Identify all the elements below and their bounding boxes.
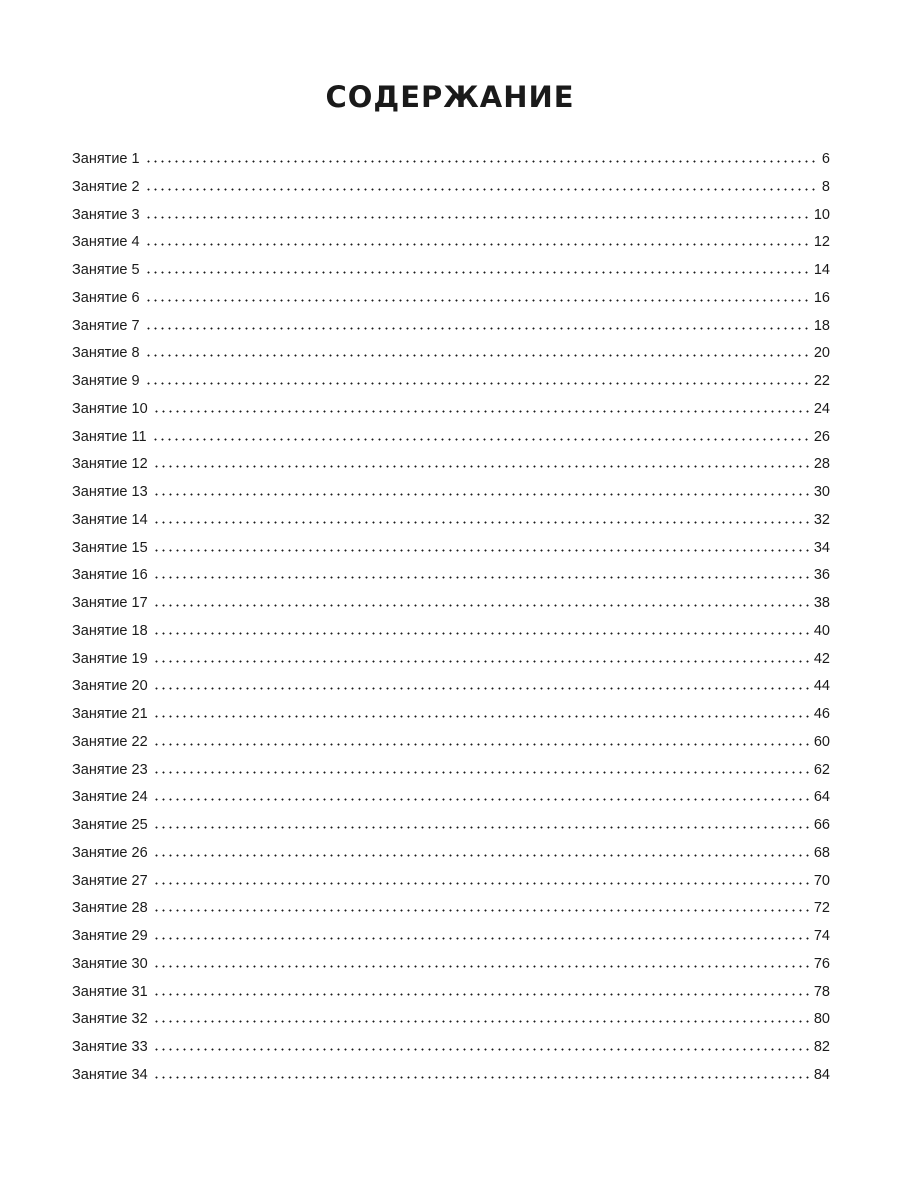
toc-entry-label: Занятие 33 — [72, 1039, 148, 1055]
dot-leader — [153, 993, 811, 996]
dot-leader — [153, 604, 811, 607]
toc-entry-label: Занятие 29 — [72, 928, 148, 944]
toc-entry-label: Занятие 6 — [72, 289, 140, 306]
toc-entry-label: Занятие 32 — [72, 1011, 148, 1028]
toc-entry[interactable] — [72, 146, 830, 174]
dot-leader — [153, 965, 811, 968]
dot-leader — [153, 743, 811, 746]
toc-entry[interactable] — [72, 1062, 830, 1090]
toc-entry[interactable] — [72, 285, 830, 313]
toc-entry-page-number: 76 — [813, 955, 830, 972]
toc-entry-page-number: 34 — [813, 539, 830, 556]
toc-entry-page-number: 18 — [813, 317, 830, 334]
dot-leader — [153, 854, 811, 857]
toc-entry-page-number: 6 — [821, 151, 830, 167]
dot-leader — [153, 576, 811, 579]
dot-leader — [153, 771, 811, 774]
toc-entry-page-number: 46 — [813, 706, 830, 722]
dot-leader — [153, 715, 811, 718]
toc-entry-label: Занятие 31 — [72, 983, 148, 1000]
dot-leader — [153, 1020, 811, 1023]
toc-entry[interactable] — [72, 979, 830, 1007]
toc-entry-page-number: 32 — [813, 511, 830, 528]
toc-entry-label: Занятие 17 — [72, 595, 148, 611]
dot-leader — [153, 826, 811, 829]
dot-leader — [145, 188, 819, 191]
toc-entry-label: Занятие 34 — [72, 1066, 148, 1083]
dot-leader — [152, 438, 811, 441]
toc-entry-label: Занятие 8 — [72, 345, 140, 362]
toc-entry-page-number: 64 — [813, 789, 830, 806]
toc-entry-page-number: 66 — [813, 817, 830, 833]
page-title: СОДЕРЖАНИЕ — [325, 80, 575, 115]
toc-entry-label: Занятие 15 — [72, 539, 148, 556]
toc-entry-page-number: 62 — [813, 761, 830, 778]
toc-entry-page-number: 84 — [813, 1066, 830, 1083]
toc-entry-label: Занятие 3 — [72, 206, 140, 223]
toc-entry[interactable] — [72, 784, 830, 812]
toc-entry-page-number: 82 — [813, 1039, 830, 1055]
toc-entry-label: Занятие 25 — [72, 817, 148, 833]
toc-entry-page-number: 42 — [813, 650, 830, 667]
toc-entry-page-number: 68 — [813, 844, 830, 861]
toc-entry-page-number: 22 — [813, 373, 830, 389]
toc-entry-label: Занятие 19 — [72, 650, 148, 667]
toc-entry[interactable] — [72, 451, 830, 479]
toc-entry-page-number: 24 — [813, 400, 830, 417]
toc-entry-label: Занятие 18 — [72, 622, 148, 639]
dot-leader — [153, 549, 811, 552]
dot-leader — [153, 1076, 811, 1079]
toc-entry-label: Занятие 21 — [72, 706, 148, 722]
dot-leader — [153, 493, 811, 496]
toc-entry[interactable] — [72, 562, 830, 590]
toc-entry-page-number: 8 — [821, 178, 830, 195]
toc-entry[interactable] — [72, 701, 830, 729]
dot-leader — [153, 521, 811, 524]
dot-leader — [153, 798, 811, 801]
toc-entry-page-number: 70 — [813, 872, 830, 889]
toc-entry[interactable] — [72, 590, 830, 618]
dot-leader — [153, 410, 811, 413]
toc-entry-label: Занятие 28 — [72, 900, 148, 917]
toc-entry[interactable] — [72, 840, 830, 868]
toc-entry-page-number: 72 — [813, 900, 830, 917]
toc-entry[interactable] — [72, 313, 830, 341]
dot-leader — [145, 243, 811, 246]
toc-entry[interactable] — [72, 618, 830, 646]
toc-entry-page-number: 14 — [813, 262, 830, 278]
toc-entry[interactable] — [72, 229, 830, 257]
toc-entry[interactable] — [72, 812, 830, 840]
toc-entry-label: Занятие 14 — [72, 511, 148, 528]
toc-entry-page-number: 38 — [813, 595, 830, 611]
toc-entry-page-number: 44 — [813, 678, 830, 695]
toc-entry[interactable] — [72, 202, 830, 230]
toc-entry-label: Занятие 22 — [72, 733, 148, 750]
dot-leader — [145, 299, 811, 302]
toc-entry[interactable] — [72, 257, 830, 285]
toc-entry-label: Занятие 20 — [72, 678, 148, 695]
toc-entry-label: Занятие 7 — [72, 317, 140, 334]
toc-entry-label: Занятие 13 — [72, 484, 148, 500]
dot-leader — [153, 687, 811, 690]
toc-entry[interactable] — [72, 673, 830, 701]
toc-entry[interactable] — [72, 396, 830, 424]
dot-leader — [153, 937, 811, 940]
toc-entry[interactable] — [72, 1006, 830, 1034]
toc-entry-page-number: 40 — [813, 622, 830, 639]
toc-entry-label: Занятие 12 — [72, 456, 148, 473]
dot-leader — [153, 660, 811, 663]
toc-entry-page-number: 60 — [813, 733, 830, 750]
dot-leader — [153, 909, 811, 912]
dot-leader — [145, 160, 819, 163]
toc-entry[interactable] — [72, 174, 830, 202]
toc-entry[interactable] — [72, 424, 830, 452]
toc-entry-label: Занятие 27 — [72, 872, 148, 889]
toc-entry[interactable] — [72, 729, 830, 757]
toc-entry-page-number: 36 — [813, 567, 830, 584]
toc-entry[interactable] — [72, 868, 830, 896]
toc-entry[interactable] — [72, 340, 830, 368]
toc-entry-page-number: 26 — [813, 428, 830, 445]
toc-entry[interactable] — [72, 507, 830, 535]
toc-entry-page-number: 74 — [813, 928, 830, 944]
toc-entry-label: Занятие 11 — [72, 428, 147, 445]
toc-entry-label: Занятие 10 — [72, 400, 148, 417]
toc-entry-page-number: 12 — [813, 234, 830, 251]
toc-entry[interactable] — [72, 951, 830, 979]
toc-entry-label: Занятие 30 — [72, 955, 148, 972]
dot-leader — [153, 632, 811, 635]
toc-entry-label: Занятие 23 — [72, 761, 148, 778]
toc-entry-label: Занятие 1 — [72, 151, 140, 167]
dot-leader — [145, 354, 811, 357]
toc-entry-page-number: 10 — [813, 206, 830, 223]
toc-entry[interactable] — [72, 895, 830, 923]
dot-leader — [145, 216, 811, 219]
toc-entry[interactable] — [72, 757, 830, 785]
dot-leader — [145, 382, 811, 385]
dot-leader — [153, 465, 811, 468]
toc-entry-page-number: 30 — [813, 484, 830, 500]
toc-entry-label: Занятие 16 — [72, 567, 148, 584]
toc-entry-page-number: 80 — [813, 1011, 830, 1028]
toc-entry[interactable] — [72, 646, 830, 674]
toc-entry-label: Занятие 24 — [72, 789, 148, 806]
dot-leader — [145, 327, 811, 330]
toc-entry-page-number: 78 — [813, 983, 830, 1000]
toc-entry-page-number: 20 — [813, 345, 830, 362]
toc-entry-label: Занятие 9 — [72, 373, 140, 389]
toc-entry[interactable] — [72, 479, 830, 507]
toc-entry-page-number: 16 — [813, 289, 830, 306]
dot-leader — [145, 271, 811, 274]
table-of-contents — [72, 146, 830, 1090]
toc-entry-label: Занятие 2 — [72, 178, 140, 195]
dot-leader — [153, 1048, 811, 1051]
toc-entry-label: Занятие 4 — [72, 234, 140, 251]
toc-entry-label: Занятие 5 — [72, 262, 140, 278]
toc-entry[interactable] — [72, 923, 830, 951]
toc-entry[interactable] — [72, 535, 830, 563]
toc-entry[interactable] — [72, 368, 830, 396]
dot-leader — [153, 882, 811, 885]
toc-entry-page-number: 28 — [813, 456, 830, 473]
toc-entry[interactable] — [72, 1034, 830, 1062]
toc-entry-label: Занятие 26 — [72, 844, 148, 861]
